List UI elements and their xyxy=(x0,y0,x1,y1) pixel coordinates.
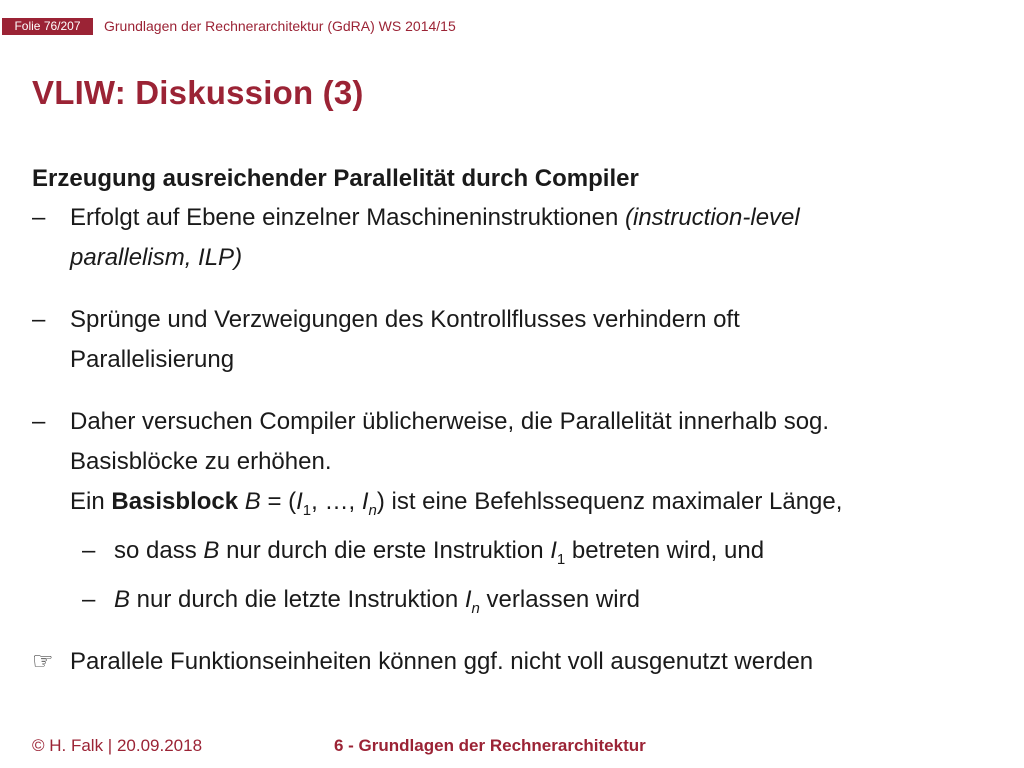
bullet-item-branches xyxy=(32,300,1002,380)
bullet-text xyxy=(238,488,245,515)
bullet-text: so dass xyxy=(114,536,204,564)
bullet-text: betreten wird, und xyxy=(565,536,765,564)
slide-number-badge: Folie 76/207 xyxy=(2,18,93,35)
slide-title: VLIW: Diskussion (3) xyxy=(32,74,364,111)
bullet-text: = ( xyxy=(260,488,297,515)
section-heading: Erzeugung ausreichender Parallelität durch Compiler xyxy=(32,165,639,192)
course-title: Grundlagen der Rechnerarchitektur (GdRA) WS 2014/15 xyxy=(104,18,456,34)
bullet-text: Daher versuchen Compiler üblicherweise, die Parallelität innerhalb sog. xyxy=(70,408,830,435)
bullet-text: Basisblöcke zu erhöhen. xyxy=(70,448,332,475)
var-i: I xyxy=(361,488,369,515)
slide-content xyxy=(32,160,1002,682)
subscript: 1 xyxy=(302,501,312,519)
dash-marker: – xyxy=(82,585,96,613)
bullet-text: Erfolgt auf Ebene einzelner Maschineninstruktionen xyxy=(70,204,625,231)
conclusion-text: Parallele Funktionseinheiten können ggf. nicht voll ausgenutzt werden xyxy=(70,648,814,676)
var-i: I xyxy=(296,488,303,515)
footer-chapter: 6 - Grundlagen der Rechnerarchitektur xyxy=(334,736,646,755)
conclusion-item xyxy=(32,642,1002,682)
bullet-item-basic-blocks xyxy=(32,402,1002,531)
bullet-text: nur durch die erste Instruktion xyxy=(219,536,551,564)
pointing-hand-icon: ☞ xyxy=(32,648,54,676)
bullet-text: , …, xyxy=(311,488,362,515)
bullet-text: ) ist eine Befehlssequenz maximaler Länge, xyxy=(376,488,843,515)
bullet-text: nur durch die letzte Instruktion xyxy=(130,585,465,613)
dash-marker: – xyxy=(32,306,46,333)
footer-author-date: © H. Falk | 20.09.2018 xyxy=(32,736,203,755)
dash-marker: – xyxy=(32,408,46,435)
term-basisblock: Basisblock xyxy=(111,488,239,515)
var-i: I xyxy=(550,536,557,564)
bullet-text: Ein xyxy=(70,488,112,515)
bullet-text: Sprünge und Verzweigungen des Kontrollflusses verhindern oft xyxy=(70,306,740,333)
bullet-term: (instruction-level xyxy=(625,204,800,231)
subscript: 1 xyxy=(556,550,566,568)
sub-item-entry xyxy=(32,531,1002,580)
bullet-item-ilp xyxy=(32,198,1002,278)
bullet-text: Parallelisierung xyxy=(70,346,235,373)
dash-marker: – xyxy=(32,204,46,231)
bullet-text: verlassen wird xyxy=(479,585,640,613)
var-b: B xyxy=(203,536,220,564)
var-b: B xyxy=(114,585,131,613)
sub-item-exit xyxy=(32,580,1002,629)
var-i: I xyxy=(464,585,472,613)
subscript: n xyxy=(471,599,480,617)
dash-marker: – xyxy=(82,536,96,564)
var-b: B xyxy=(244,488,261,515)
subscript: n xyxy=(368,501,377,519)
bullet-term: parallelism, ILP) xyxy=(70,244,243,271)
